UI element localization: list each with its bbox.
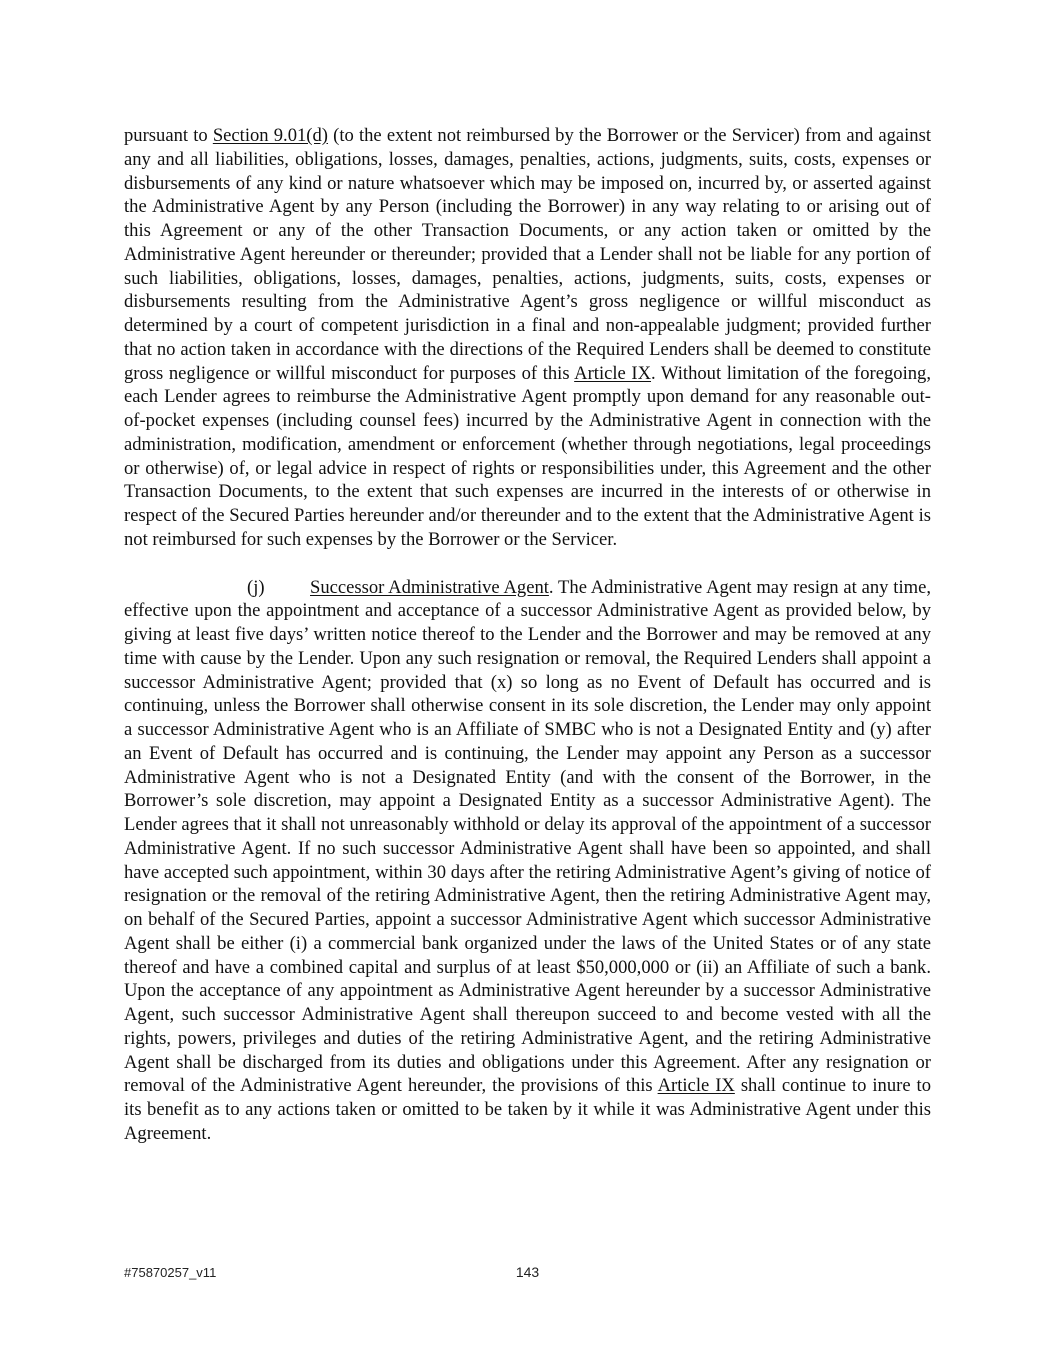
document-id: #75870257_v11 <box>124 1265 217 1280</box>
paragraph-text: pursuant to <box>124 125 213 146</box>
section-reference-link[interactable]: Section 9.01(d) <box>212 125 328 146</box>
paragraph-text: . Without limitation of the foregoing, each Lender agrees to reimburse the Administrative Agent promptly upon demand for any reasonable out-of-pocket expenses (including counsel fees) incurred by the Administrative Agent in connection with the administration, modification, amendment or enforcement (whether through negotiations, legal proceedings or otherwise) of, or legal advice in respect of rights or responsibilities under, this Agreement and the other Transaction Documents, to the extent that such expenses are incurred in the interests of or otherwise in respect of the Secured Parties hereunder and/or thereunder and to the extent that the Administrative Agent is not reimbursed for such expenses by the Borrower or the Servicer. <box>124 362 931 550</box>
page-number: 143 <box>515 1264 540 1280</box>
article-reference-link[interactable]: Article IX <box>574 362 652 384</box>
article-reference-link[interactable]: Article IX <box>657 1075 735 1097</box>
document-page <box>124 124 931 1146</box>
paragraph-text: . The Administrative Agent may resign at any time, effective upon the appointment and acceptance of a successor Administrative Agent as provided below, by giving at least five days’ written notice thereof to the Lender and the Borrower and may be removed at any time with cause by the Lender. Upon any such resignation or removal, the Required Lenders shall appoint a successor Administrative Agent; provided that (x) so long as no Event of Default has occurred and is continuing, unless the Borrower shall otherwise consent in its sole discretion, the Lender may only appoint a successor Administrative Agent who is an Affiliate of SMBC who is not a Designated Entity and (y) after an Event of Default has occurred and is continuing, the Lender may appoint any Person as a successor Administrative Agent who is not a Designated Entity (and with the consent of the Borrower, in the Borrower’s sole discretion, may appoint a Designated Entity as a successor Administrative Agent). The Lender agrees that it shall not unreasonably withhold or delay its approval of the appointment of a successor Administrative Agent. If no such successor Administrative Agent shall have been so appointed, and shall have accepted such appointment, within 30 days after the retiring Administrative Agent’s giving of notice of resignation or the removal of the retiring Administrative Agent, then the retiring Administrative Agent may, on behalf of the Secured Parties, appoint a successor Administrative Agent which successor Administrative Agent shall be either (i) a commercial bank organized under the laws of the United States or of any state thereof and have a combined capital and surplus of at least $50,000,000 or (ii) an Affiliate of such a bank. Upon the acceptance of any appointment as Administrative Agent hereunder by a successor Administrative Agent, such successor Administrative Agent shall thereupon succeed to and become vested with all the rights, powers, privileges and duties of the retiring Administrative Agent, and the retiring Administrative Agent shall be discharged from its duties and obligations under this Agreement. After any resignation or removal of the Administrative Agent hereunder, the provisions of this <box>124 576 931 1097</box>
clause-number: (j) <box>247 576 265 598</box>
paragraph-successor-agent <box>124 576 931 1146</box>
paragraph-text: shall continue to inure to its benefit as to any actions taken or omitted to be taken by it while it was Administrative Agent under this Agreement. <box>124 1075 932 1144</box>
clause-heading: Successor Administrative Agent <box>310 576 549 598</box>
paragraph-text: (to the extent not reimbursed by the Borrower or the Servicer) from and against any and all liabilities, obligations, losses, damages, penalties, actions, judgments, suits, costs, expenses or disbursements of any kind or nature whatsoever which may be imposed on, incurred by, or asserted against the Administrative Agent by any Person (including the Borrower) in any way relating to or arising out of this Agreement or any of the other Transaction Documents, or any action taken or omitted by the Administrative Agent hereunder or thereunder; provided that a Lender shall not be liable for any portion of such liabilities, obligations, losses, damages, penalties, actions, judgments, suits, costs, expenses or disbursements resulting from the Administrative Agent’s gross negligence or willful misconduct as determined by a court of competent jurisdiction in a final and non-appealable judgment; provided further that no action taken in accordance with the directions of the Required Lenders shall be deemed to constitute gross negligence or willful misconduct for purposes of this <box>124 125 931 384</box>
paragraph-indemnification <box>124 124 931 552</box>
